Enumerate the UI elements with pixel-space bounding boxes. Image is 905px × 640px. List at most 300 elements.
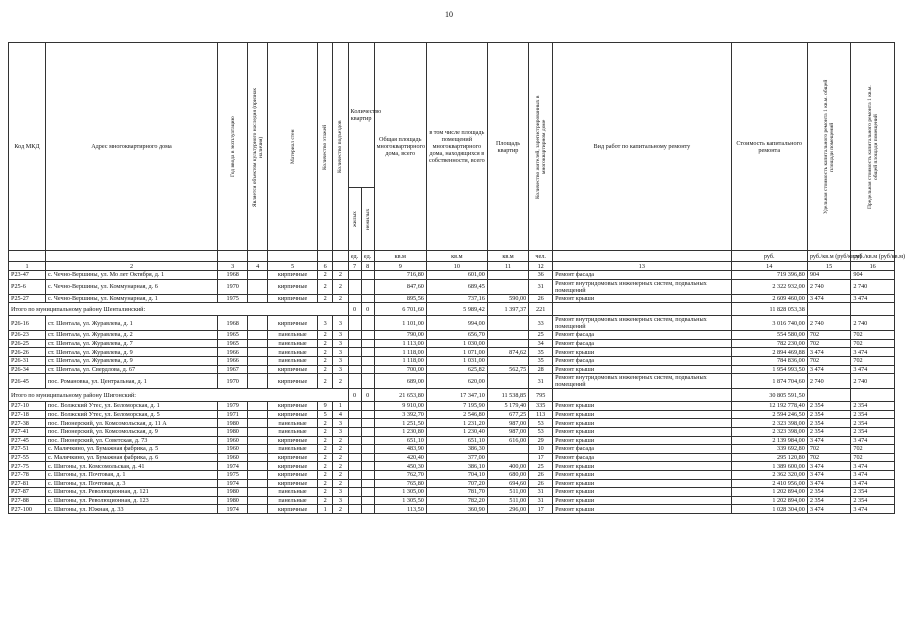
unit-cell <box>9 251 46 262</box>
subtotal-row <box>9 389 895 402</box>
column-number-cell: 6 <box>318 262 333 271</box>
table-cell: 2 <box>333 436 348 445</box>
unit-cell: ед. <box>348 251 361 262</box>
table-cell <box>487 374 528 389</box>
table-cell: 1974 <box>217 462 247 471</box>
table-cell: 511,00 <box>487 496 528 505</box>
table-row <box>9 356 895 365</box>
table-cell: 420,40 <box>374 453 426 462</box>
table-cell: 2 354 <box>807 402 851 411</box>
header-entrances: Количество подъездов <box>333 43 348 251</box>
table-cell: Ремонт крыши <box>553 436 732 445</box>
table-cell: 762,70 <box>374 470 426 479</box>
table-cell: Ремонт крыши <box>553 470 732 479</box>
table-row <box>9 419 895 428</box>
table-cell: 680,00 <box>487 470 528 479</box>
table-cell: с. Шигоны, ул. Комсомольская, д. 41 <box>46 462 218 471</box>
table-cell: 339 692,80 <box>731 445 807 454</box>
table-cell: Р26-45 <box>9 374 46 389</box>
table-cell <box>361 505 374 514</box>
table-cell: 2 <box>318 356 333 365</box>
unit-cell <box>46 251 218 262</box>
table-cell: 511,00 <box>487 488 528 497</box>
table-cell: 2 <box>333 505 348 514</box>
table-cell: 31 <box>529 496 553 505</box>
table-cell: 1 028 304,00 <box>731 505 807 514</box>
table-cell: 2 <box>318 496 333 505</box>
table-cell: Ремонт крыши <box>553 410 732 419</box>
table-cell: 1 305,00 <box>374 488 426 497</box>
table-cell: 2 <box>318 470 333 479</box>
table-cell <box>248 436 268 445</box>
table-cell: Р27-78 <box>9 470 46 479</box>
table-cell <box>348 479 361 488</box>
table-cell: ст. Шентала, ул. Журавлева, д. 7 <box>46 339 218 348</box>
table-cell: 590,00 <box>487 294 528 303</box>
header-flats-group: Количество квартир <box>348 43 374 188</box>
table-cell: кирпичные <box>268 279 318 294</box>
page-number: 10 <box>445 10 453 19</box>
table-cell: 2 <box>333 279 348 294</box>
table-cell: 3 <box>333 339 348 348</box>
column-number-cell: 16 <box>851 262 895 271</box>
table-cell: 12 192 778,40 <box>731 402 807 411</box>
table-cell: Р27-41 <box>9 427 46 436</box>
table-cell: 3 <box>333 316 348 331</box>
table-cell: 2 354 <box>807 496 851 505</box>
table-cell: кирпичные <box>268 271 318 280</box>
subtotal-cell: 1 397,37 <box>487 303 528 316</box>
table-cell <box>348 294 361 303</box>
table-cell: 3 <box>333 488 348 497</box>
table-cell: 2 <box>333 453 348 462</box>
table-cell: 716,80 <box>374 271 426 280</box>
header-wall-material: Материал стен <box>268 43 318 251</box>
table-row <box>9 470 895 479</box>
table-cell: 1 202 894,00 <box>731 496 807 505</box>
table-cell: 377,00 <box>426 453 487 462</box>
table-cell: Р26-23 <box>9 331 46 340</box>
table-cell: Р26-26 <box>9 348 46 357</box>
subtotal-cell: 30 805 591,50 <box>731 389 807 402</box>
table-cell: Р27-45 <box>9 436 46 445</box>
subtotal-cell: 6 701,60 <box>374 303 426 316</box>
table-cell: 904 <box>851 271 895 280</box>
table-cell: ст. Шентала, ул. Журавлева, д. 9 <box>46 356 218 365</box>
table-cell: 2 <box>318 479 333 488</box>
subtotal-cell <box>553 303 732 316</box>
table-cell: 1 118,00 <box>374 356 426 365</box>
table-cell: 2 <box>333 462 348 471</box>
table-cell: 2 362 320,00 <box>731 470 807 479</box>
table-cell: 31 <box>529 374 553 389</box>
table-cell: 1970 <box>217 374 247 389</box>
table-cell: 31 <box>529 488 553 497</box>
table-cell: 2 894 469,88 <box>731 348 807 357</box>
table-cell <box>248 402 268 411</box>
table-cell: 1980 <box>217 488 247 497</box>
table-row <box>9 436 895 445</box>
table-cell: Р25-27 <box>9 294 46 303</box>
table-cell: 483,90 <box>374 445 426 454</box>
table-cell <box>248 365 268 374</box>
table-cell: Ремонт крыши <box>553 419 732 428</box>
table-cell: Ремонт фасада <box>553 271 732 280</box>
table-cell <box>361 410 374 419</box>
table-cell: 9 910,00 <box>374 402 426 411</box>
table-cell <box>361 479 374 488</box>
table-cell: 3 <box>333 331 348 340</box>
table-cell: Ремонт фасада <box>553 453 732 462</box>
table-cell: панельные <box>268 419 318 428</box>
table-cell: 1 <box>333 402 348 411</box>
table-cell: 17 <box>529 453 553 462</box>
table-cell: 694,60 <box>487 479 528 488</box>
table-row <box>9 479 895 488</box>
header-flats-nonliving: нежилых <box>361 188 374 251</box>
table-cell: 28 <box>529 365 553 374</box>
table-cell: 707,20 <box>426 479 487 488</box>
table-cell <box>248 419 268 428</box>
column-number-cell: 5 <box>268 262 318 271</box>
subtotal-cell: 0 <box>361 303 374 316</box>
table-cell <box>248 331 268 340</box>
table-cell: 702 <box>851 356 895 365</box>
table-cell <box>361 271 374 280</box>
table-row <box>9 453 895 462</box>
table-cell: 702 <box>807 453 851 462</box>
table-cell: 2 354 <box>851 419 895 428</box>
table-cell: панельные <box>268 356 318 365</box>
table-cell: 2 <box>318 365 333 374</box>
table-cell: 1975 <box>217 470 247 479</box>
header-living-area: Площадь квартир <box>487 43 528 251</box>
table-cell: 847,60 <box>374 279 426 294</box>
header-area-premises: в том числе площадь помещений многоквартирного дома, находящихся в собственности, всего <box>426 43 487 251</box>
table-cell: 36 <box>529 271 553 280</box>
table-cell: 26 <box>529 294 553 303</box>
table-cell: 2 <box>333 271 348 280</box>
header-residents: Количество жителей, зарегистрированных в многоквартирном доме <box>529 43 553 251</box>
table-cell <box>361 365 374 374</box>
table-cell: 2 323 398,00 <box>731 427 807 436</box>
table-cell: 33 <box>529 316 553 331</box>
table-row <box>9 445 895 454</box>
table-cell <box>361 445 374 454</box>
column-number-cell: 14 <box>731 262 807 271</box>
table-cell: ст. Шентала, ул. Свердлова, д. 67 <box>46 365 218 374</box>
table-cell <box>361 462 374 471</box>
table-cell: 656,70 <box>426 331 487 340</box>
table-cell <box>348 427 361 436</box>
table-cell <box>361 316 374 331</box>
table-cell <box>248 462 268 471</box>
table-row <box>9 331 895 340</box>
column-number-cell <box>333 262 348 271</box>
table-cell: 3 474 <box>851 348 895 357</box>
table-cell: 601,00 <box>426 271 487 280</box>
table-cell: Ремонт крыши <box>553 427 732 436</box>
table-cell: 2 <box>318 331 333 340</box>
table-cell <box>361 427 374 436</box>
table-cell: 702 <box>807 331 851 340</box>
table-cell: 781,70 <box>426 488 487 497</box>
table-cell: 1979 <box>217 402 247 411</box>
table-cell <box>348 462 361 471</box>
unit-cell <box>248 251 268 262</box>
column-number-cell: 8 <box>361 262 374 271</box>
table-cell: Р27-55 <box>9 453 46 462</box>
table-cell: 1 031,00 <box>426 356 487 365</box>
table-cell: кирпичные <box>268 402 318 411</box>
table-cell: Р27-18 <box>9 410 46 419</box>
table-row <box>9 294 895 303</box>
table-cell: 4 <box>333 410 348 419</box>
table-cell: 895,56 <box>374 294 426 303</box>
table-cell: Р27-100 <box>9 505 46 514</box>
table-cell <box>348 453 361 462</box>
table-cell <box>248 496 268 505</box>
table-cell: 651,10 <box>374 436 426 445</box>
table-cell: 2 354 <box>851 402 895 411</box>
table-row <box>9 279 895 294</box>
table-cell: 2 740 <box>807 374 851 389</box>
table-cell: Ремонт крыши <box>553 479 732 488</box>
table-cell <box>487 453 528 462</box>
table-cell <box>248 505 268 514</box>
table-cell: 1 874 704,60 <box>731 374 807 389</box>
table-cell: 5 179,40 <box>487 402 528 411</box>
table-cell: 2 354 <box>851 488 895 497</box>
table-cell: Р27-81 <box>9 479 46 488</box>
table-cell: ст. Шентала, ул. Журавлева, д. 1 <box>46 316 218 331</box>
subtotal-cell <box>807 303 851 316</box>
table-cell: 2 740 <box>807 279 851 294</box>
subtotal-label: Итого по муниципальному району Шенталинский: <box>9 303 349 316</box>
table-cell: 2 <box>318 271 333 280</box>
table-cell: 1971 <box>217 410 247 419</box>
table-cell: 2 609 460,00 <box>731 294 807 303</box>
table-cell: кирпичные <box>268 316 318 331</box>
table-cell: Ремонт крыши <box>553 496 732 505</box>
table-cell: кирпичные <box>268 436 318 445</box>
table-cell: 1 230,40 <box>426 427 487 436</box>
table-row <box>9 496 895 505</box>
table-cell: 994,00 <box>426 316 487 331</box>
table-cell: 904 <box>807 271 851 280</box>
table-cell: Р26-31 <box>9 356 46 365</box>
table-cell: 10 <box>529 445 553 454</box>
table-cell: 3 <box>333 356 348 365</box>
table-row <box>9 488 895 497</box>
table-cell: с. Шигоны, ул. Революционная, д. 121 <box>46 488 218 497</box>
table-cell: 2 354 <box>807 410 851 419</box>
table-cell: 702 <box>807 356 851 365</box>
table-cell <box>361 331 374 340</box>
table-cell: с. Чечно-Вершины, ул. Коммунарная, д. 6 <box>46 279 218 294</box>
table-cell: 2 354 <box>807 488 851 497</box>
table-cell: Ремонт фасада <box>553 356 732 365</box>
table-cell: Р26-16 <box>9 316 46 331</box>
table-cell <box>348 271 361 280</box>
table-cell: Ремонт крыши <box>553 462 732 471</box>
table-cell: 296,00 <box>487 505 528 514</box>
table-cell: 25 <box>529 462 553 471</box>
unit-cell: кв.м <box>426 251 487 262</box>
table-cell: 2 139 984,00 <box>731 436 807 445</box>
table-cell: 1968 <box>217 316 247 331</box>
table-row <box>9 271 895 280</box>
table-row <box>9 427 895 436</box>
table-cell: 874,62 <box>487 348 528 357</box>
table-cell <box>348 505 361 514</box>
unit-cell: руб./кв.м (руб/кв.м) <box>807 251 851 262</box>
table-cell: 26 <box>529 470 553 479</box>
table-cell: Ремонт внутридомовых инженерных систем, подвальных помещений <box>553 374 732 389</box>
unit-cell: руб./кв.м (руб/кв.м) <box>851 251 895 262</box>
column-numbers-row <box>9 262 895 271</box>
table-cell: 360,90 <box>426 505 487 514</box>
table-cell: Ремонт крыши <box>553 488 732 497</box>
table-cell: 3 474 <box>807 436 851 445</box>
table-cell: 2 <box>318 453 333 462</box>
table-cell: 689,00 <box>374 374 426 389</box>
table-cell: 702 <box>851 453 895 462</box>
table-cell: кирпичные <box>268 453 318 462</box>
unit-cell <box>217 251 247 262</box>
table-cell <box>248 374 268 389</box>
column-number-cell: 4 <box>248 262 268 271</box>
table-cell: 3 474 <box>851 470 895 479</box>
table-cell <box>487 279 528 294</box>
column-number-cell: 11 <box>487 262 528 271</box>
table-cell: 2 <box>318 419 333 428</box>
table-cell: Ремонт крыши <box>553 365 732 374</box>
unit-cell: кв.м <box>374 251 426 262</box>
table-cell: 790,00 <box>374 331 426 340</box>
table-cell: 987,00 <box>487 427 528 436</box>
table-cell: 702 <box>807 445 851 454</box>
table-cell: Ремонт крыши <box>553 505 732 514</box>
table-cell: 2 <box>333 479 348 488</box>
column-number-cell: 3 <box>217 262 247 271</box>
table-cell: 26 <box>529 479 553 488</box>
table-cell: 2 <box>318 339 333 348</box>
table-cell <box>348 488 361 497</box>
table-cell: панельные <box>268 488 318 497</box>
table-cell: 3 016 740,00 <box>731 316 807 331</box>
subtotal-cell: 11 538,85 <box>487 389 528 402</box>
table-cell <box>361 279 374 294</box>
subtotal-cell <box>807 389 851 402</box>
table-cell: 3 474 <box>807 365 851 374</box>
table-cell: 2 <box>333 445 348 454</box>
table-cell: 1960 <box>217 453 247 462</box>
unit-cell <box>553 251 732 262</box>
table-cell: пос. Пионерский, ул. Комсомольская, д. 9 <box>46 427 218 436</box>
table-cell <box>361 453 374 462</box>
unit-cell: кв.м <box>487 251 528 262</box>
header-work-types: Вид работ по капитальному ремонту <box>553 43 732 251</box>
table-cell: 3 <box>333 496 348 505</box>
table-cell: 3 474 <box>851 479 895 488</box>
table-cell: с. Малячкино, ул. Бумажная фабрика, д. 6 <box>46 453 218 462</box>
table-cell <box>361 356 374 365</box>
table-cell: пос. Волжский Утес, ул. Беломорская, д. 5 <box>46 410 218 419</box>
table-cell: пос. Пионерский, ул. Комсомольская, д. 11 А <box>46 419 218 428</box>
table-body <box>9 271 895 514</box>
header-kod-mkd: Код МКД <box>9 43 46 251</box>
table-cell: с. Шигоны, ул. Почтовая, д. 3 <box>46 479 218 488</box>
table-cell: 2 <box>333 294 348 303</box>
table-cell: 2 546,80 <box>426 410 487 419</box>
table-cell: Р27-88 <box>9 496 46 505</box>
table-cell <box>348 331 361 340</box>
table-cell: ст. Шентала, ул. Журавлева, д. 2 <box>46 331 218 340</box>
subtotal-cell: 11 828 053,38 <box>731 303 807 316</box>
table-cell: 1965 <box>217 331 247 340</box>
table-cell: 2 <box>318 488 333 497</box>
table-cell: 3 474 <box>807 470 851 479</box>
subtotal-cell <box>851 389 895 402</box>
table-cell: 2 <box>333 470 348 479</box>
table-cell: с. Шигоны, ул. Почтовая, д. 1 <box>46 470 218 479</box>
table-cell: 1 113,00 <box>374 339 426 348</box>
table-cell: Р23-47 <box>9 271 46 280</box>
table-cell: 335 <box>529 402 553 411</box>
table-cell <box>248 453 268 462</box>
column-number-cell: 9 <box>374 262 426 271</box>
table-cell: 1968 <box>217 271 247 280</box>
table-cell: Р26-25 <box>9 339 46 348</box>
table-cell: 3 <box>333 419 348 428</box>
table-cell <box>361 436 374 445</box>
table-cell: 616,00 <box>487 436 528 445</box>
table-cell <box>348 348 361 357</box>
table-cell: 2 410 956,00 <box>731 479 807 488</box>
column-number-cell: 10 <box>426 262 487 271</box>
table-row <box>9 316 895 331</box>
table-cell <box>348 470 361 479</box>
table-cell <box>348 436 361 445</box>
table-cell: 53 <box>529 427 553 436</box>
table-cell <box>487 316 528 331</box>
table-cell: Ремонт крыши <box>553 294 732 303</box>
table-cell: 2 <box>318 348 333 357</box>
table-cell: кирпичные <box>268 374 318 389</box>
unit-cell: руб. <box>731 251 807 262</box>
table-cell <box>348 410 361 419</box>
table-cell: кирпичные <box>268 470 318 479</box>
table-cell: 2 740 <box>851 374 895 389</box>
table-cell: панельные <box>268 339 318 348</box>
subtotal-cell: 221 <box>529 303 553 316</box>
subtotal-cell <box>851 303 895 316</box>
table-cell: 704,10 <box>426 470 487 479</box>
table-cell: 2 594 246,50 <box>731 410 807 419</box>
subtotal-cell: 0 <box>348 303 361 316</box>
table-cell: с. Чечно-Вершины, ул. Мо лет Октября, д. 1 <box>46 271 218 280</box>
table-cell: 3 474 <box>851 462 895 471</box>
table-cell: 1980 <box>217 496 247 505</box>
table-cell: 7 195,90 <box>426 402 487 411</box>
table-cell <box>248 427 268 436</box>
table-cell: 2 <box>318 462 333 471</box>
table-cell: 1974 <box>217 505 247 514</box>
table-cell: 2 740 <box>851 279 895 294</box>
table-cell: 2 <box>333 374 348 389</box>
subtotal-cell: 5 989,42 <box>426 303 487 316</box>
